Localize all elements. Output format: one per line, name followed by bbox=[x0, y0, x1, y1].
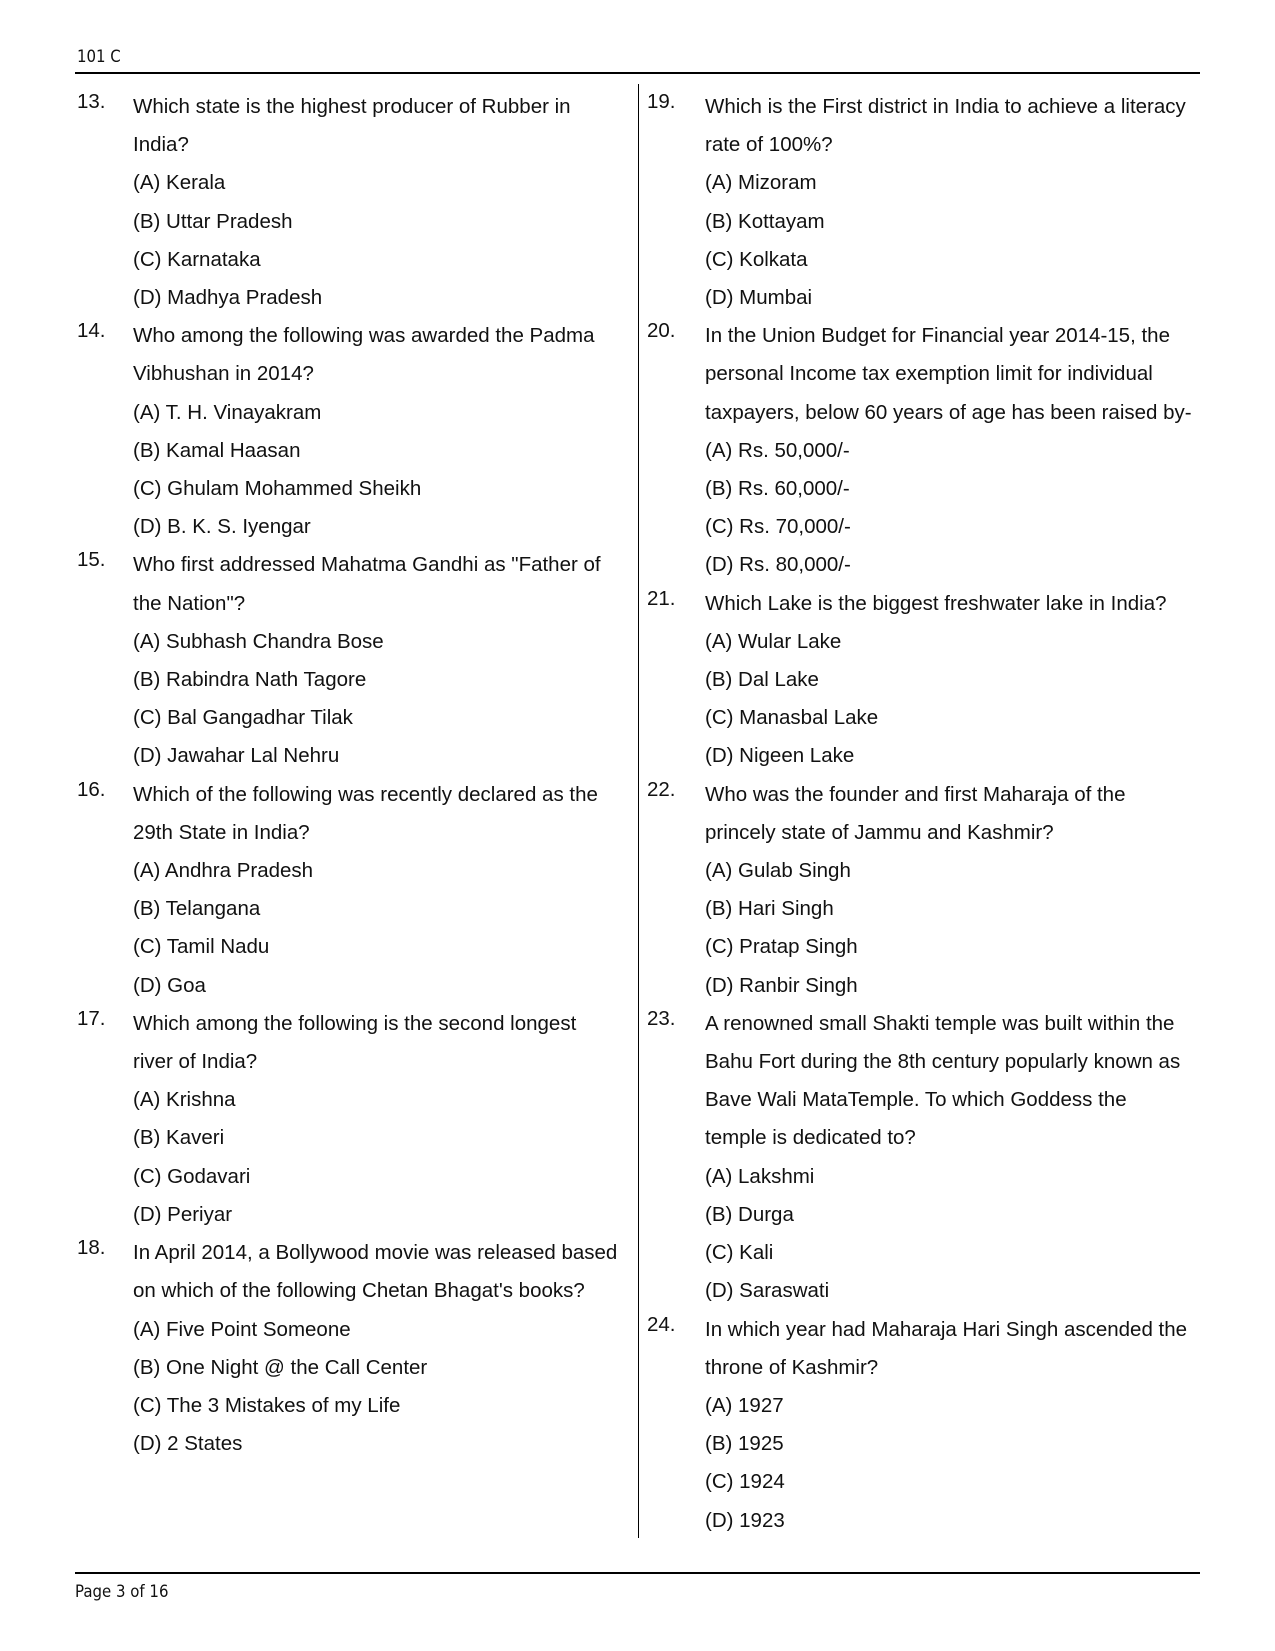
answer-option: (D) Nigeen Lake bbox=[705, 744, 855, 768]
question-number: 13. bbox=[77, 90, 106, 113]
question-number: 21. bbox=[647, 586, 676, 610]
answer-option: (D) Saraswati bbox=[705, 1279, 830, 1303]
answer-option: (A) Andhra Pradesh bbox=[133, 859, 314, 883]
answer-option: (A) 1927 bbox=[705, 1393, 784, 1417]
paper-code: 101 C bbox=[77, 47, 121, 67]
answer-option: (B) Rs. 60,000/- bbox=[705, 477, 850, 501]
question bbox=[647, 1311, 1207, 1540]
question bbox=[77, 1234, 632, 1463]
column-divider bbox=[638, 84, 639, 1538]
question bbox=[77, 1005, 632, 1234]
question bbox=[647, 585, 1207, 776]
answer-option: (A) Kerala bbox=[133, 171, 226, 195]
answer-option: (C) Godavari bbox=[133, 1164, 251, 1188]
question-number: 20. bbox=[647, 319, 676, 343]
question-number: 15. bbox=[77, 548, 106, 572]
question-text: river of India? bbox=[133, 1050, 258, 1074]
answer-option: (A) Five Point Someone bbox=[133, 1317, 351, 1341]
answer-option: (A) Rs. 50,000/- bbox=[705, 438, 850, 462]
answer-option: (D) 1923 bbox=[705, 1508, 785, 1532]
question-number: 17. bbox=[77, 1006, 106, 1030]
answer-option: (C) Kali bbox=[705, 1241, 774, 1265]
question-text: Which Lake is the biggest freshwater lake in India? bbox=[705, 591, 1167, 615]
answer-option: (B) One Night @ the Call Center bbox=[133, 1355, 428, 1379]
question-number: 19. bbox=[647, 90, 676, 113]
question-text: Vibhushan in 2014? bbox=[133, 362, 314, 386]
question-number: 24. bbox=[647, 1312, 676, 1336]
answer-option: (B) Dal Lake bbox=[705, 668, 819, 692]
answer-option: (C) Tamil Nadu bbox=[133, 935, 270, 959]
answer-option: (D) 2 States bbox=[133, 1432, 243, 1456]
question bbox=[647, 317, 1207, 584]
question-text: In the Union Budget for Financial year 2014-15, the bbox=[705, 324, 1170, 348]
left-column bbox=[77, 88, 632, 1463]
question-text: on which of the following Chetan Bhagat's books? bbox=[133, 1279, 585, 1303]
answer-option: (C) Manasbal Lake bbox=[705, 706, 879, 730]
answer-option: (D) Madhya Pradesh bbox=[133, 286, 323, 310]
answer-option: (D) Periyar bbox=[133, 1202, 233, 1226]
answer-option: (B) Hari Singh bbox=[705, 897, 834, 921]
answer-option: (D) Goa bbox=[133, 973, 206, 997]
header-rule bbox=[75, 72, 1200, 74]
answer-option: (A) Gulab Singh bbox=[705, 859, 851, 883]
answer-option: (C) Kolkata bbox=[705, 247, 808, 271]
question bbox=[77, 546, 632, 775]
question-text: the Nation"? bbox=[133, 591, 246, 615]
question-text: In April 2014, a Bollywood movie was released based bbox=[133, 1241, 618, 1265]
question bbox=[647, 88, 1207, 317]
question-text: rate of 100%? bbox=[705, 133, 833, 157]
question-number: 22. bbox=[647, 777, 676, 801]
question-text: personal Income tax exemption limit for individual bbox=[705, 362, 1153, 386]
answer-option: (D) B. K. S. Iyengar bbox=[133, 515, 311, 539]
answer-option: (D) Ranbir Singh bbox=[705, 973, 858, 997]
answer-option: (A) Wular Lake bbox=[705, 629, 842, 653]
question-text: Who among the following was awarded the Padma bbox=[133, 324, 595, 348]
answer-option: (A) Krishna bbox=[133, 1088, 236, 1112]
question-number: 16. bbox=[77, 777, 106, 801]
answer-option: (C) Karnataka bbox=[133, 247, 261, 271]
question-text: temple is dedicated to? bbox=[705, 1126, 916, 1150]
footer-rule bbox=[75, 1572, 1200, 1574]
answer-option: (A) Subhash Chandra Bose bbox=[133, 629, 384, 653]
question-number: 18. bbox=[77, 1236, 106, 1260]
answer-option: (B) Kamal Haasan bbox=[133, 438, 301, 462]
question-text: 29th State in India? bbox=[133, 820, 310, 844]
answer-option: (B) Uttar Pradesh bbox=[133, 209, 293, 233]
answer-option: (B) 1925 bbox=[705, 1432, 784, 1456]
question-text: throne of Kashmir? bbox=[705, 1355, 879, 1379]
question-text: Bahu Fort during the 8th century popularly known as bbox=[705, 1050, 1181, 1074]
question-text: A renowned small Shakti temple was built within the bbox=[705, 1011, 1175, 1035]
question bbox=[647, 776, 1207, 1005]
question bbox=[77, 776, 632, 1005]
right-column bbox=[647, 88, 1207, 1540]
question-text: Which state is the highest producer of Rubber in bbox=[133, 95, 571, 118]
answer-option: (A) T. H. Vinayakram bbox=[133, 400, 322, 424]
question-text: princely state of Jammu and Kashmir? bbox=[705, 820, 1054, 844]
answer-option: (D) Jawahar Lal Nehru bbox=[133, 744, 340, 768]
answer-option: (C) The 3 Mistakes of my Life bbox=[133, 1393, 401, 1417]
answer-option: (A) Lakshmi bbox=[705, 1164, 815, 1188]
question-text: India? bbox=[133, 133, 189, 157]
answer-option: (B) Kottayam bbox=[705, 209, 825, 233]
question-number: 14. bbox=[77, 319, 106, 343]
question-text: In which year had Maharaja Hari Singh ascended the bbox=[705, 1317, 1188, 1341]
question-text: taxpayers, below 60 years of age has been raised by- bbox=[705, 400, 1192, 424]
answer-option: (C) Ghulam Mohammed Sheikh bbox=[133, 477, 422, 501]
question bbox=[77, 88, 632, 317]
question-number: 23. bbox=[647, 1006, 676, 1030]
answer-option: (B) Durga bbox=[705, 1202, 794, 1226]
answer-option: (B) Rabindra Nath Tagore bbox=[133, 668, 367, 692]
answer-option: (C) 1924 bbox=[705, 1470, 785, 1494]
answer-option: (B) Telangana bbox=[133, 897, 261, 921]
question-text: Which is the First district in India to achieve a literacy bbox=[705, 95, 1186, 118]
question bbox=[77, 317, 632, 546]
answer-option: (D) Rs. 80,000/- bbox=[705, 553, 851, 577]
question-text: Which among the following is the second longest bbox=[133, 1011, 577, 1035]
answer-option: (A) Mizoram bbox=[705, 171, 817, 195]
answer-option: (B) Kaveri bbox=[133, 1126, 225, 1150]
question-text: Who first addressed Mahatma Gandhi as "Father of bbox=[133, 553, 601, 577]
answer-option: (C) Rs. 70,000/- bbox=[705, 515, 851, 539]
question-text: Which of the following was recently declared as the bbox=[133, 782, 598, 806]
answer-option: (D) Mumbai bbox=[705, 286, 813, 310]
page-number: Page 3 of 16 bbox=[75, 1582, 169, 1602]
answer-option: (C) Bal Gangadhar Tilak bbox=[133, 706, 353, 730]
answer-option: (C) Pratap Singh bbox=[705, 935, 858, 959]
question-text: Bave Wali MataTemple. To which Goddess the bbox=[705, 1088, 1127, 1112]
question bbox=[647, 1005, 1207, 1311]
question-text: Who was the founder and first Maharaja of the bbox=[705, 782, 1126, 806]
